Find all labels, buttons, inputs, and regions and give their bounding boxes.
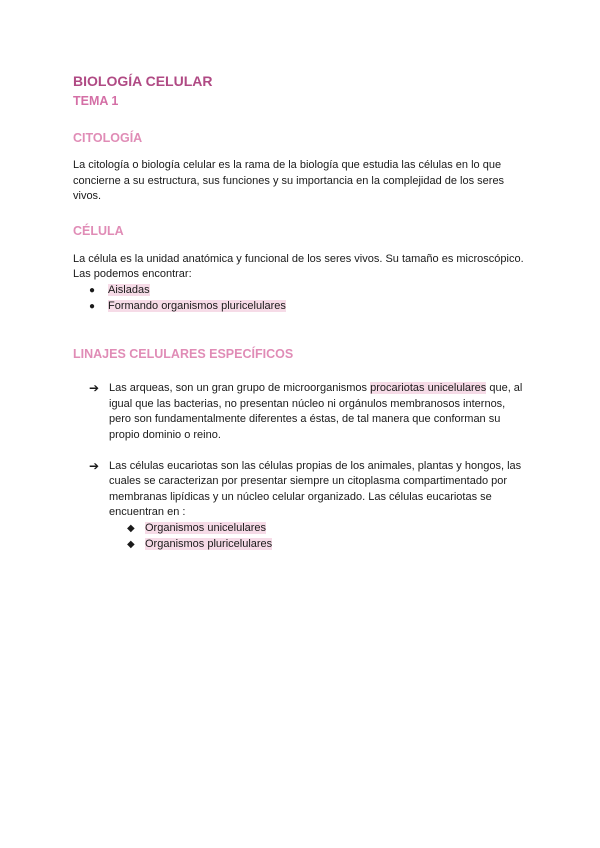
sublist-item — [109, 537, 525, 553]
document-subtitle: TEMA 1 — [73, 94, 119, 108]
sublist-item-text: Organismos pluricelulares — [145, 537, 273, 550]
arqueas-highlight: procariotas unicelulares — [370, 382, 487, 395]
sublist-item — [109, 521, 525, 537]
document-page — [73, 73, 533, 552]
diamond-bullet-icon: ◆ — [127, 522, 135, 534]
bullet-dot-icon: ● — [89, 300, 96, 312]
list-item — [73, 299, 533, 315]
bullet-dot-icon: ● — [89, 284, 96, 296]
heading-linajes: LINAJES CELULARES ESPECÍFICOS — [73, 347, 294, 362]
heading-celula: CÉLULA — [73, 223, 124, 238]
diamond-bullet-icon: ◆ — [127, 538, 135, 550]
arrow-bullet-icon: ➔ — [89, 458, 100, 473]
list-item-text: Aisladas — [108, 283, 150, 296]
heading-citologia: CITOLOGÍA — [73, 131, 143, 145]
arqueas-text-post: que, al igual que las bacterias, no presentan núcleo ni orgánulos membranosos internos, pero son fundamentalmente diferentes a éstas, de tal manera que conforman su propio dominio o reino. — [109, 382, 523, 441]
linajes-list — [73, 381, 533, 552]
eucariotas-sublist — [109, 521, 525, 552]
list-item-eucariotas — [73, 459, 533, 553]
arrow-bullet-icon: ➔ — [89, 381, 100, 396]
list-item-arqueas — [73, 381, 533, 443]
eucariotas-text: Las células eucariotas son las células propias de los animales, plantas y hongos, las cuales se caracterizan por presentar siempre un citoplasma compartimentado por membranas lipídicas y un núcleo celular organizado. Las células eucariotas se encuentran en : — [109, 459, 522, 519]
list-item-text: Formando organismos pluricelulares — [108, 299, 286, 312]
list-item — [73, 283, 533, 299]
sublist-item-text: Organismos unicelulares — [145, 521, 267, 534]
document-title: BIOLOGÍA CELULAR — [73, 73, 213, 89]
celula-list — [73, 283, 533, 314]
arqueas-text-pre: Las arqueas, son un gran grupo de microorganismos — [109, 382, 371, 395]
paragraph-celula: La célula es la unidad anatómica y funcional de los seres vivos. Su tamaño es microscópico. Las podemos encontrar: — [73, 252, 524, 281]
paragraph-citologia: La citología o biología celular es la rama de la biología que estudia las células en lo que concierne a su estructura, sus funciones y su importancia en la complejidad de los seres vivos. — [73, 159, 505, 203]
